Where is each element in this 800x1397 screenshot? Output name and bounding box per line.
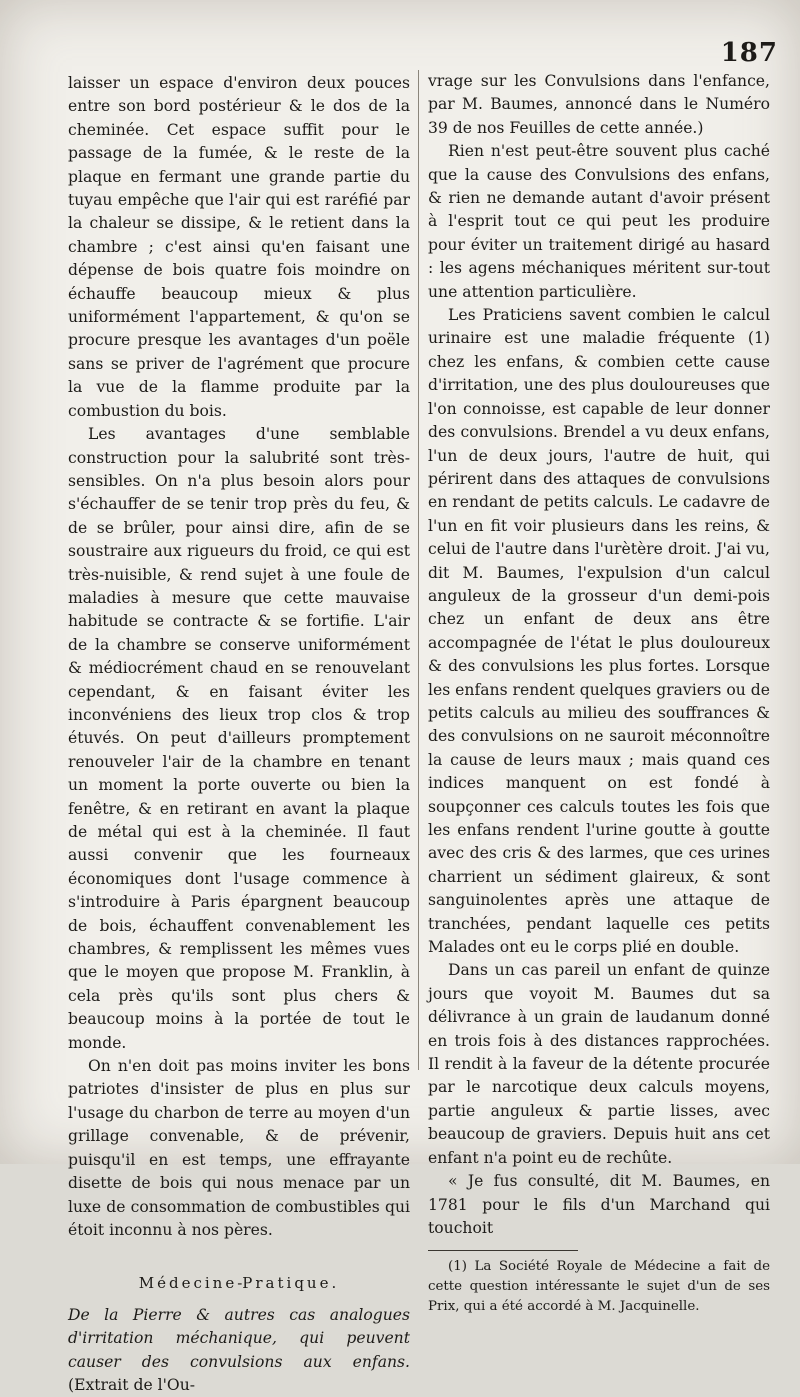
column-divider (418, 70, 419, 1070)
page-number: 187 (720, 38, 778, 68)
section-heading: Médecine-Pratique. (138, 1274, 340, 1293)
section-heading-part1: Médecine (138, 1274, 238, 1293)
article-intro: (Extrait de l'Ou- (68, 1375, 196, 1394)
right-paragraph-1: vrage sur les Convulsions dans l'enfance, par M. Baumes, annoncé dans le Numéro 39 de nos Feuilles de cette année.) (428, 72, 770, 137)
right-paragraph-3: Les Praticiens savent combien le calcul urinaire est une maladie fréquente (1) chez les enfans, & combien cette cause d'irritation, une des plus douloureuses que l'on connoisse, est capable de leur donner des convulsions. Brendel a vu deux enfans, l'un de deux jours, l'autre de huit, qui périrent dans des attaques de convulsions en rendant de petits calculs. Le cadavre de l'un en fit voir plusieurs dans les reins, & celui de l'autre dans l'urètère droit. J'ai vu, dit M. Baumes, l'expulsion d'un calcul anguleux de la grosseur d'un demi-pois chez un enfant de deux ans être accompagnée de l'état le plus douloureux & des convulsions les plus fortes. Lorsque les enfans rendent quelques graviers ou de petits calculs au milieu des souffrances & des convulsions on ne sauroit méconnoître la cause de leurs maux ; mais quand ces indices manquent on est fondé à soupçonner ces calculs toutes les fois que les enfans rendent l'urine goutte à goutte avec des cris & des larmes, que ces urines charrient un sédiment glaireux, & sont sanguinolentes après une attaque de tranchées, pendant laquelle ces petits Malades ont eu le corps plié en double. (428, 306, 770, 957)
section-heading-part2: Pratique. (242, 1274, 340, 1293)
left-paragraph-3: On n'en doit pas moins inviter les bons patriotes d'insister de plus en plus sur l'usage du charbon de terre au moyen d'un grillage convenable, & de prévenir, puisqu'il en est temps, une effrayante disette de bois qui nous menace par un luxe de consommation de combustibles qui étoit inconnu à nos pères. (68, 1057, 410, 1239)
right-column (428, 70, 770, 1317)
left-column (68, 72, 410, 1397)
right-paragraph-5: « Je fus consulté, dit M. Baumes, en 1781 pour le fils d'un Marchand qui touchoit (428, 1172, 770, 1237)
right-paragraph-2: Rien n'est peut-être souvent plus caché que la cause des Convulsions des enfans, & rien ne demande autant d'avoir présent à l'esprit tout ce qui peut les produire pour éviter un traitement dirigé au hasard : les agens méchaniques méritent sur-tout une attention particulière. (428, 142, 770, 301)
footnote-rule (428, 1250, 578, 1251)
article-title: De la Pierre & autres cas analogues d'irritation méchanique, qui peuvent causer des convulsions aux enfans. (68, 1305, 410, 1371)
article-header (68, 1304, 410, 1397)
left-paragraph-1: laisser un espace d'environ deux pouces entre son bord postérieur & le dos de la cheminée. Cet espace suffit pour le passage de la fumée, & le reste de la plaque en fermant une grande partie du tuyau empêche que l'air qui est raréfié par la chaleur se dissipe, & le retient dans la chambre ; c'est ainsi qu'en faisant une dépense de bois quatre fois moindre on échauffe beaucoup mieux & plus uniformément l'appartement, & qu'on se procure presque les avantages d'un poële sans se priver de l'agrément que procure la vue de la flamme produite par la combustion du bois. (68, 74, 410, 420)
right-paragraph-4: Dans un cas pareil un enfant de quinze jours que voyoit M. Baumes dut sa délivrance à un grain de laudanum donné en trois fois à des distances rapprochées. Il rendit à la faveur de la détente procurée par le narcotique deux calculs moyens, partie anguleux & partie lisses, avec beaucoup de graviers. Depuis huit ans cet enfant n'a point eu de rechûte. (428, 961, 770, 1167)
left-paragraph-2: Les avantages d'une semblable construction pour la salubrité sont très-sensibles. On n'a plus besoin alors pour s'échauffer de se tenir trop près du feu, & de se brûler, pour ainsi dire, afin de se soustraire aux rigueurs du froid, ce qui est très-nuisible, & rend sujet à une foule de maladies à mesure que cette mauvaise habitude se contracte & se fortifie. L'air de la chambre se conserve uniformément & médiocrément chaud en se renouvelant cependant, & en faisant éviter les inconvéniens des lieux trop clos & trop étuvés. On peut d'ailleurs promptement renouveler l'air de la chambre en tenant un moment la porte ouverte ou bien la fenêtre, & en retirant en avant la plaque de métal qui est à la cheminée. Il faut aussi convenir que les fourneaux économiques dont l'usage commence à s'introduire à Paris épargnent beaucoup de bois, échauffent convenablement les chambres, & remplissent les mêmes vues que le moyen que propose M. Franklin, à cela près qu'ils sont plus chers & beaucoup moins à la portée de tout le monde. (68, 425, 410, 1052)
footnote: (1) La Société Royale de Médecine a fait de cette question intéressante le sujet d'un de ses Prix, qui a été accordé à M. Jacquinelle. (428, 1259, 770, 1315)
